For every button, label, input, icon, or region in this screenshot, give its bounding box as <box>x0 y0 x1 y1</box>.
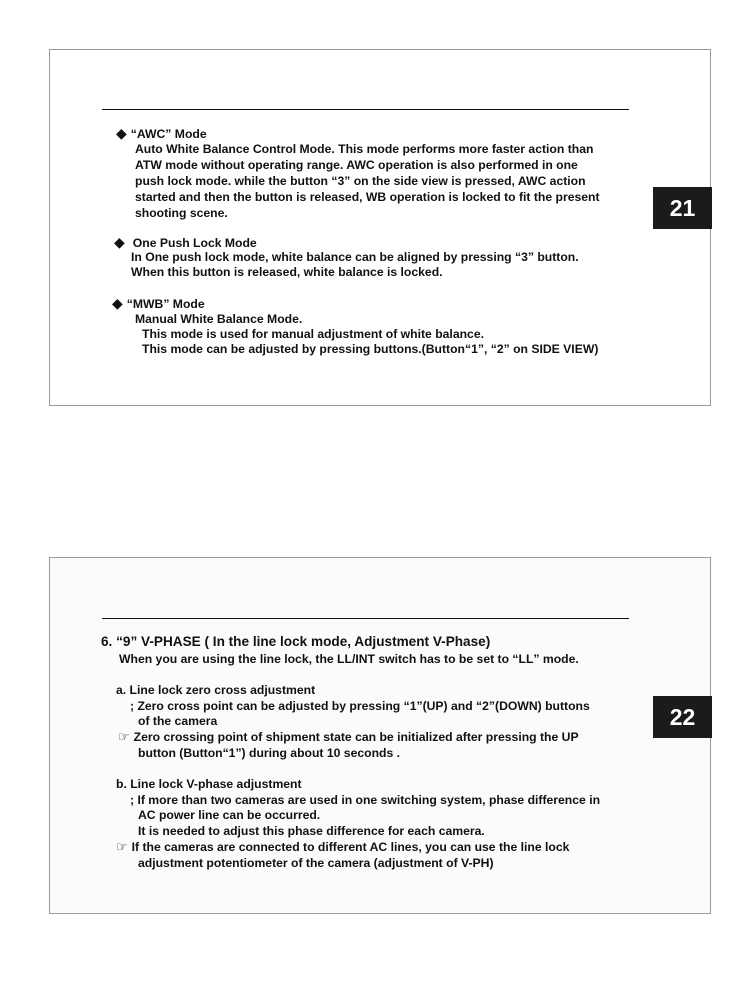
subsection-b-title: b. Line lock V-phase adjustment <box>116 777 302 791</box>
section-awc-title: ◆ “AWC” Mode <box>116 125 207 141</box>
top-rule <box>102 618 629 619</box>
section-one-push-line: When this button is released, white balance is locked. <box>131 265 443 279</box>
section-heading: 6. “9” V-PHASE ( In the line lock mode, Adjustment V-Phase) <box>101 634 491 649</box>
slide-22 <box>49 557 711 914</box>
section-awc-line: shooting scene. <box>135 206 228 220</box>
subsection-b-line: It is needed to adjust this phase difference for each camera. <box>138 824 485 838</box>
diamond-bullet-icon: ◆ <box>114 234 125 250</box>
subsection-b-line: adjustment potentiometer of the camera (adjustment of V-PH) <box>138 856 494 870</box>
subsection-a-line: ; Zero cross point can be adjusted by pressing “1”(UP) and “2”(DOWN) buttons <box>130 699 590 713</box>
section-awc-line: ATW mode without operating range. AWC operation is also performed in one <box>135 158 578 172</box>
section-awc-line: Auto White Balance Control Mode. This mode performs more faster action than <box>135 142 594 156</box>
diamond-bullet-icon: ◆ <box>112 295 123 311</box>
section-one-push-title: ◆ One Push Lock Mode <box>114 234 257 250</box>
subsection-a-title: a. Line lock zero cross adjustment <box>116 683 316 697</box>
subsection-a-line: button (Button“1”) during about 10 seconds . <box>138 746 401 760</box>
subsection-b-line: AC power line can be occurred. <box>138 808 321 822</box>
page-number-tab: 21 <box>653 187 712 229</box>
subsection-a-note: ☞ Zero crossing point of shipment state can be initialized after pressing the UP <box>118 729 579 744</box>
subsection-b-line: ; If more than two cameras are used in one switching system, phase difference in <box>130 793 601 807</box>
top-rule <box>102 109 629 110</box>
section-one-push-line: In One push lock mode, white balance can be aligned by pressing “3” button. <box>131 250 579 264</box>
section-mwb-line: This mode can be adjusted by pressing buttons.(Button“1”, “2” on SIDE VIEW) <box>142 342 599 356</box>
section-mwb-line: This mode is used for manual adjustment of white balance. <box>142 327 484 341</box>
subsection-a-line: of the camera <box>138 714 218 728</box>
pointing-hand-icon: ☞ <box>118 729 130 744</box>
section-awc-line: started and then the button is released, WB operation is locked to fit the present <box>135 190 600 204</box>
section-mwb-line: Manual White Balance Mode. <box>135 312 303 326</box>
slide-21 <box>49 49 711 406</box>
section-mwb-title: ◆ “MWB” Mode <box>112 295 205 311</box>
subsection-b-note: ☞ If the cameras are connected to different AC lines, you can use the line lock <box>116 839 570 854</box>
page-number-tab: 22 <box>653 696 712 738</box>
section-awc-line: push lock mode. while the button “3” on the side view is pressed, AWC action <box>135 174 586 188</box>
section-intro: When you are using the line lock, the LL/INT switch has to be set to “LL” mode. <box>119 652 579 666</box>
pointing-hand-icon: ☞ <box>116 839 128 854</box>
diamond-bullet-icon: ◆ <box>116 125 127 141</box>
